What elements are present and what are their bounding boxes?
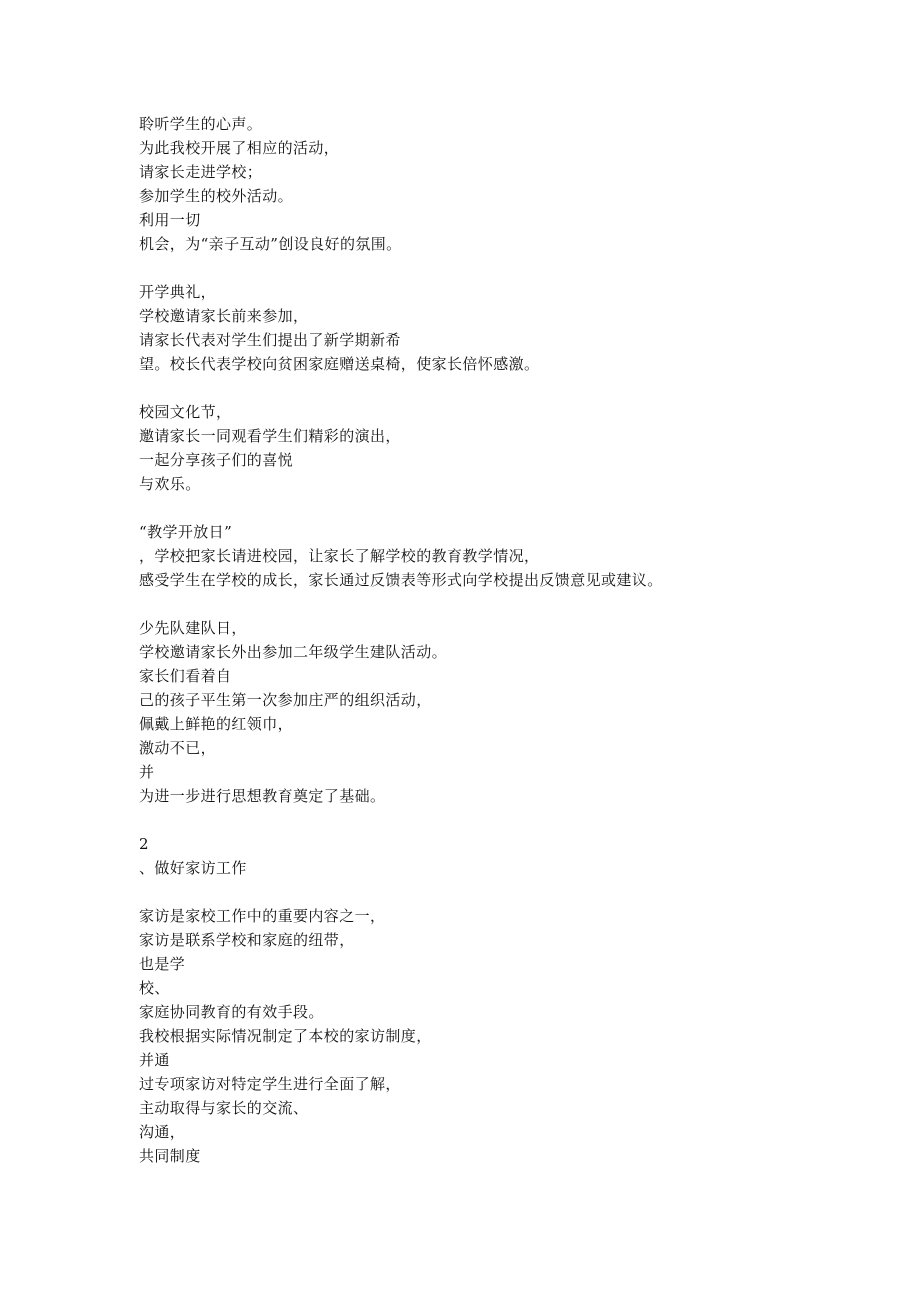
text-line: 过专项家访对特定学生进行全面了解， (139, 1075, 401, 1093)
text-line: 学校邀请家长外出参加二年级学生建队活动。 (139, 643, 448, 661)
text-line: 请家长走进学校； (139, 163, 263, 181)
text-line: 望。校长代表学校向贫困家庭赠送桌椅，使家长倍怀感激。 (139, 355, 540, 373)
text-line: 并 (139, 763, 155, 781)
text-line: 机会，为“亲子互动”创设良好的氛围。 (139, 235, 402, 253)
text-line: 也是学 (139, 955, 186, 973)
text-line: ，学校把家长请进校园，让家长了解学校的教育教学情况， (139, 547, 540, 565)
section-heading: 、做好家访工作 (139, 859, 247, 877)
text-line: 校园文化节， (139, 403, 232, 421)
text-line: 开学典礼， (139, 283, 217, 301)
text-line: 家访是家校工作中的重要内容之一， (139, 907, 386, 925)
text-line: 家长们看着自 (139, 667, 232, 685)
text-line: 主动取得与家长的交流、 (139, 1099, 309, 1117)
text-line: 邀请家长一同观看学生们精彩的演出， (139, 427, 401, 445)
text-line: 聆听学生的心声。 (139, 115, 263, 133)
text-line: 与欢乐。 (139, 475, 201, 493)
text-line: 参加学生的校外活动。 (139, 187, 294, 205)
text-line: 少先队建队日， (139, 619, 247, 637)
text-line: 己的孩子平生第一次参加庄严的组织活动， (139, 691, 432, 709)
text-line: 佩戴上鲜艳的红领巾， (139, 715, 294, 733)
text-line: 家庭协同教育的有效手段。 (139, 1003, 324, 1021)
text-line: 校、 (139, 979, 170, 997)
text-line: 为此我校开展了相应的活动， (139, 139, 340, 157)
text-line: 利用一切 (139, 211, 201, 229)
text-line: 并通 (139, 1051, 170, 1069)
text-line: 请家长代表对学生们提出了新学期新希 (139, 331, 401, 349)
text-line: 感受学生在学校的成长，家长通过反馈表等形式向学校提出反馈意见或建议。 (139, 571, 663, 589)
text-line: 家访是联系学校和家庭的纽带， (139, 931, 355, 949)
text-line: 我校根据实际情况制定了本校的家访制度， (139, 1027, 432, 1045)
text-line: 沟通， (139, 1123, 186, 1141)
text-line: 为进一步进行思想教育奠定了基础。 (139, 787, 386, 805)
text-line: “教学开放日” (139, 523, 233, 541)
text-line: 共同制度 (139, 1147, 201, 1165)
section-number: 2 (139, 835, 149, 853)
text-line: 学校邀请家长前来参加， (139, 307, 309, 325)
text-line: 激动不已， (139, 739, 217, 757)
text-line: 一起分享孩子们的喜悦 (139, 451, 294, 469)
